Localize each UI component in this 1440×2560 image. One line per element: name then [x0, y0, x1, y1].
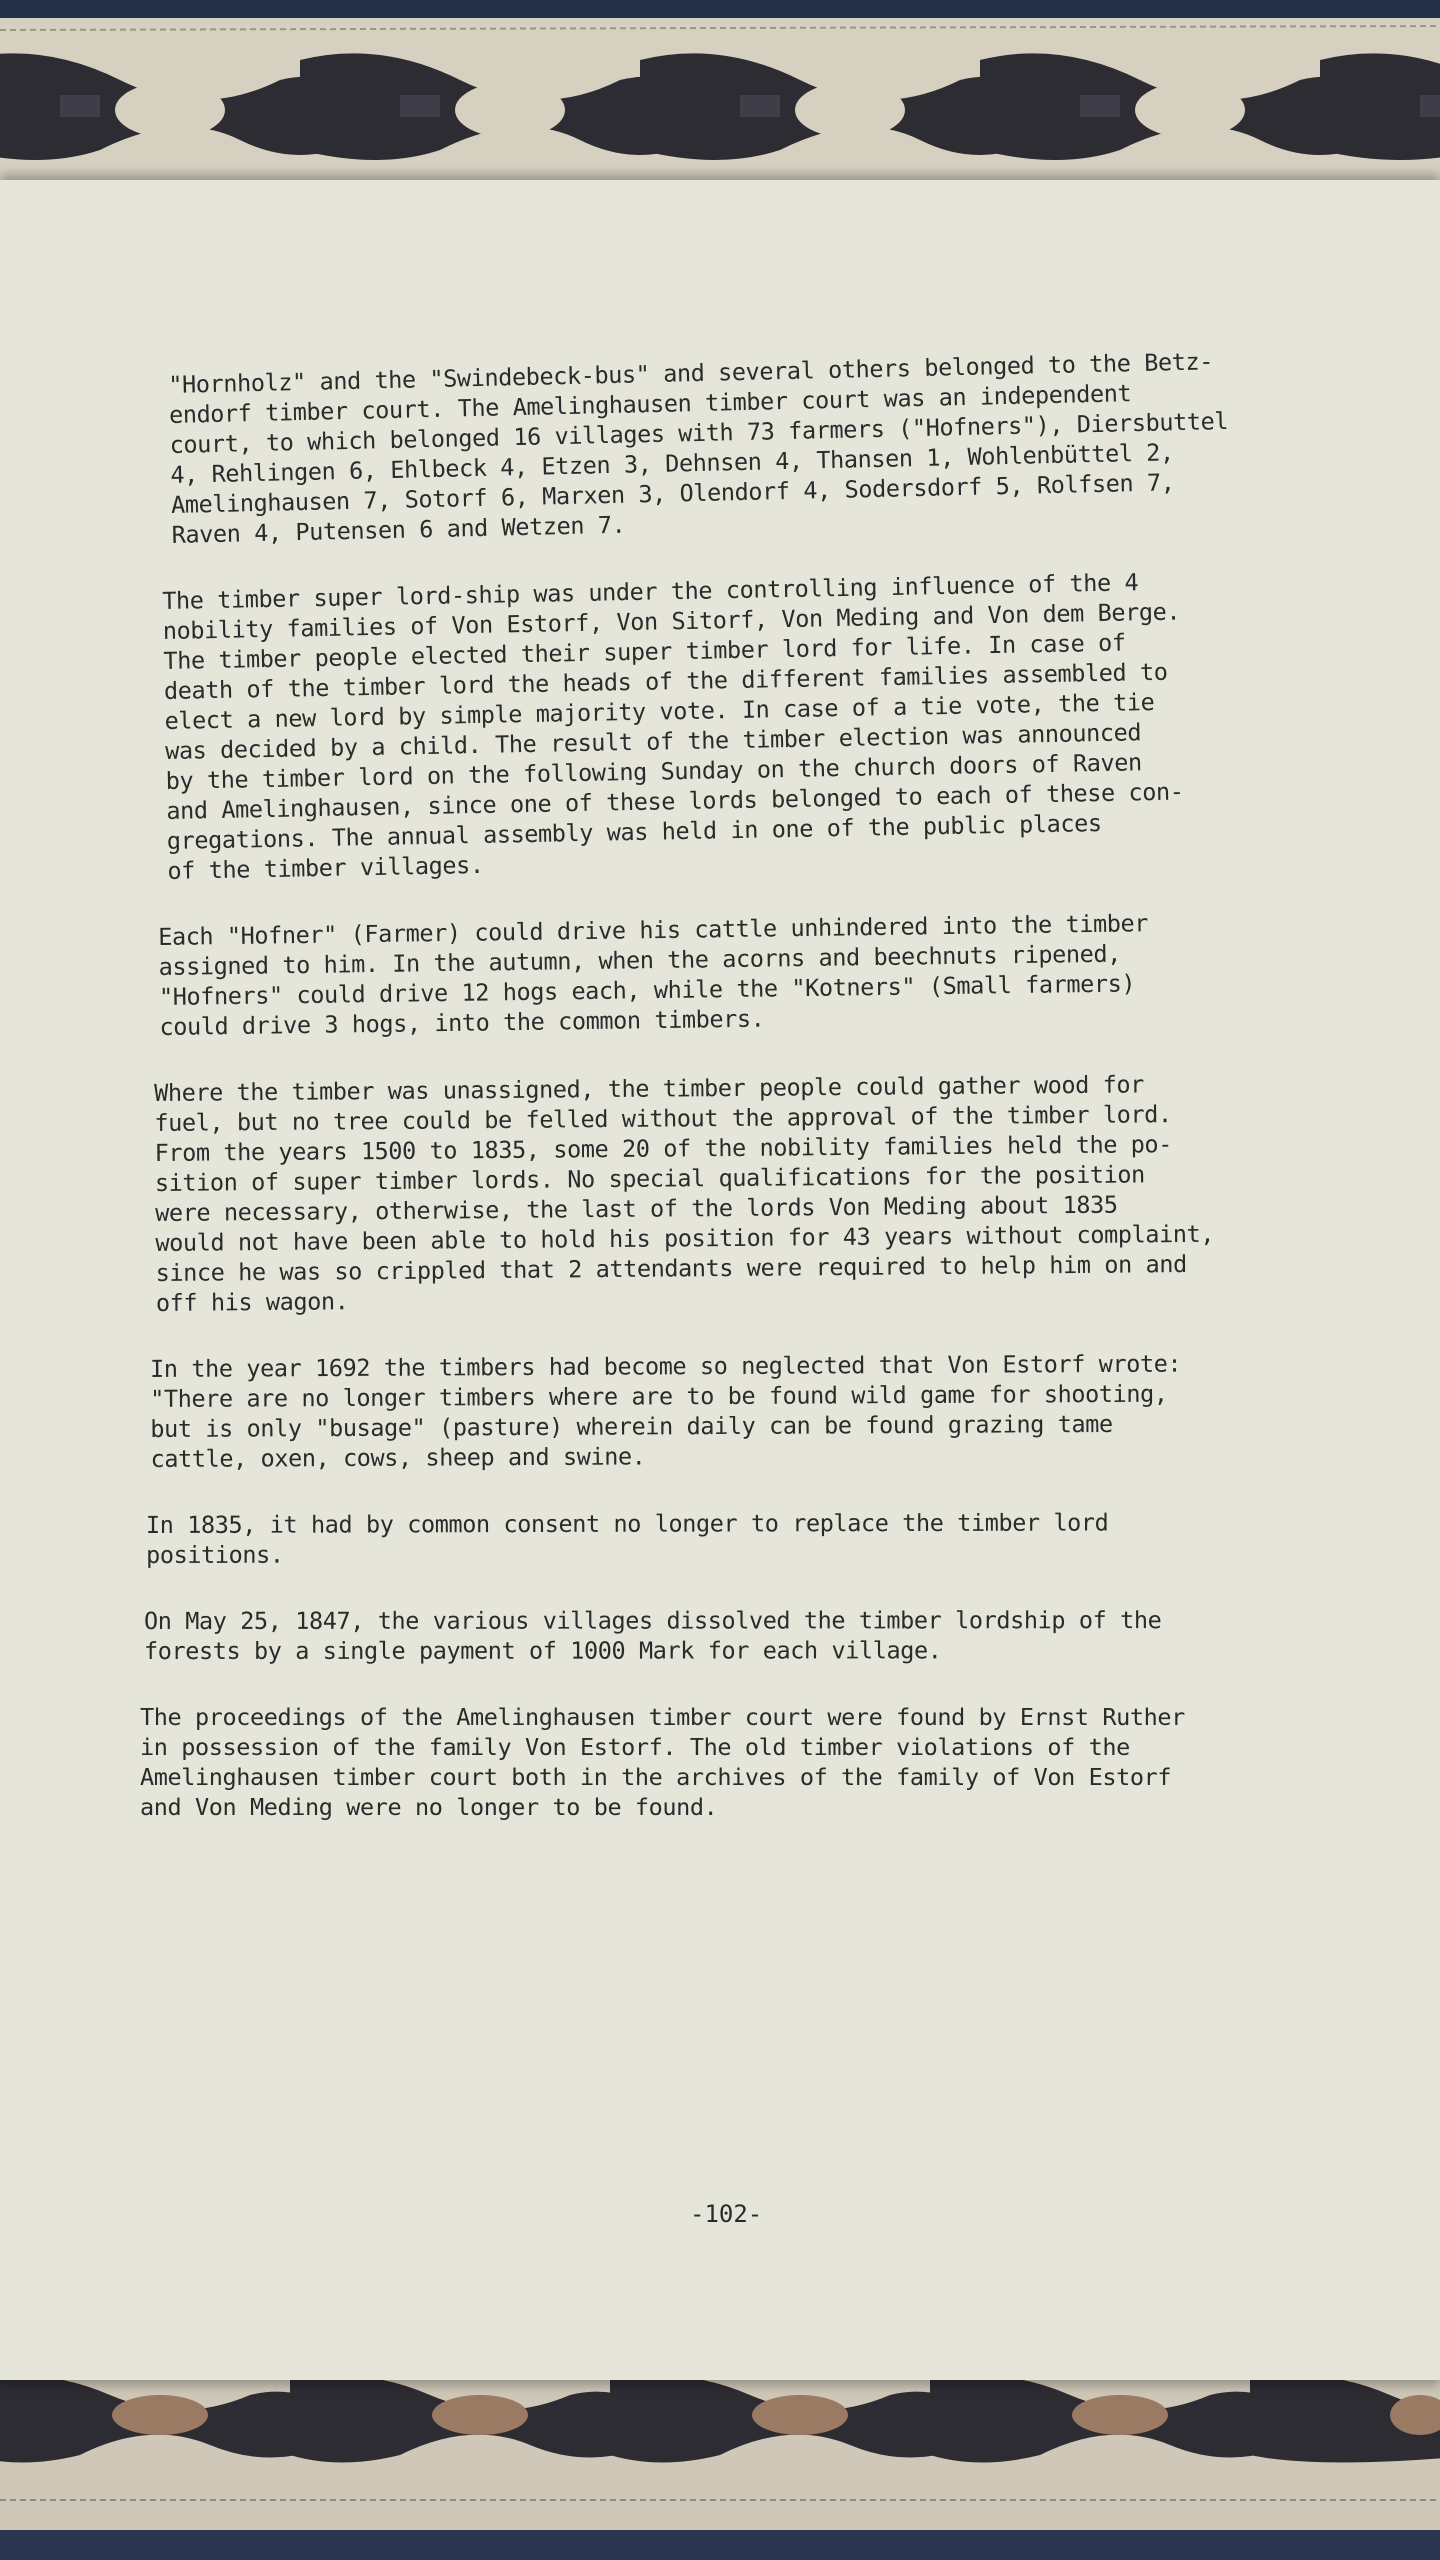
- paragraph-unassigned-timber: Where the timber was unassigned, the timber people could gather wood for fuel, but no tree could be felled without the approval of the timber lord. From the years 1500 to 1835, some 20 of the nobility families held the po- sition of super timber lords. No special qualifications for the position were necessary, otherwise, the last of the lords Von Meding about 1835 would not have been able to hold his position for 43 years without complaint, since he was so crippled that 2 attendants were required to help him on and off his wagon.: [154, 1070, 1215, 1317]
- page-body: [140, 347, 1380, 1858]
- paragraph-timber-courts: "Hornholz" and the "Swindebeck-bus" and several others belonged to the Betz- endorf timber court. The Amelinghausen timber court was an independent court, to which belonged 16 villages with 73 farmers ("Hofners"), Diersbuttel 4, Rehlingen 6, Ehlbeck 4, Etzen 3, Dehnsen 4, Thansen 1, Wohlenbüttel 2, Amelinghausen 7, Sotorf 6, Marxen 3, Olendorf 4, Sodersdorf 5, Rolfsen 7, Raven 4, Putensen 6 and Wetzen 7.: [168, 347, 1229, 549]
- paragraph-proceedings: The proceedings of the Amelinghausen timber court were found by Ernst Ruther in possession of the family Von Estorf. The old timber violations of the Amelinghausen timber court both in the archives of the family of Von Estorf and Von Meding were no longer to be found.: [140, 1703, 1185, 1821]
- woven-pattern-bottom: [0, 2360, 1440, 2530]
- typed-page: [0, 180, 1440, 2380]
- paragraph-year-1692: In the year 1692 the timbers had become so neglected that Von Estorf wrote: "There are no longer timbers where are to be found wild game for shooting, but is only "busage" (pasture) wherein daily can be found grazing tame cattle, oxen, cows, sheep and swine.: [150, 1349, 1182, 1473]
- fabric-edge: [0, 2530, 1440, 2560]
- page-number: -102-: [690, 2200, 763, 2228]
- paragraph-year-1835: In 1835, it had by common consent no longer to replace the timber lord positions.: [146, 1508, 1109, 1569]
- paragraph-hofner-rights: Each "Hofner" (Farmer) could drive his cattle unhindered into the timber assigned to him. In the autumn, when the acorns and beechnuts ripened, "Hofners" could drive 12 hogs each, while the "Kotners" (Small farmers) could drive 3 hogs, into the common timbers.: [158, 909, 1149, 1041]
- paragraph-may-1847: On May 25, 1847, the various villages dissolved the timber lordship of the forests by a single payment of 1000 Mark for each village.: [144, 1606, 1162, 1665]
- woven-band-bottom: [0, 2360, 1440, 2530]
- paragraph-timber-lordship: The timber super lord-ship was under the controlling influence of the 4 nobility families of Von Estorf, Von Sitorf, Von Meding and Von dem Berge. The timber people elected their super timber lord for life. In case of death of the timber lord the heads of the different families assembled to elect a new lord by simple majority vote. In case of a tie vote, the tie was decided by a child. The result of the timber election was announced by the timber lord on the following Sunday on the church doors of Raven and Amelinghausen, since one of these lords belonged to each of these con- gregations. The annual assembly was held in one of the public places of the timber villages.: [162, 568, 1184, 885]
